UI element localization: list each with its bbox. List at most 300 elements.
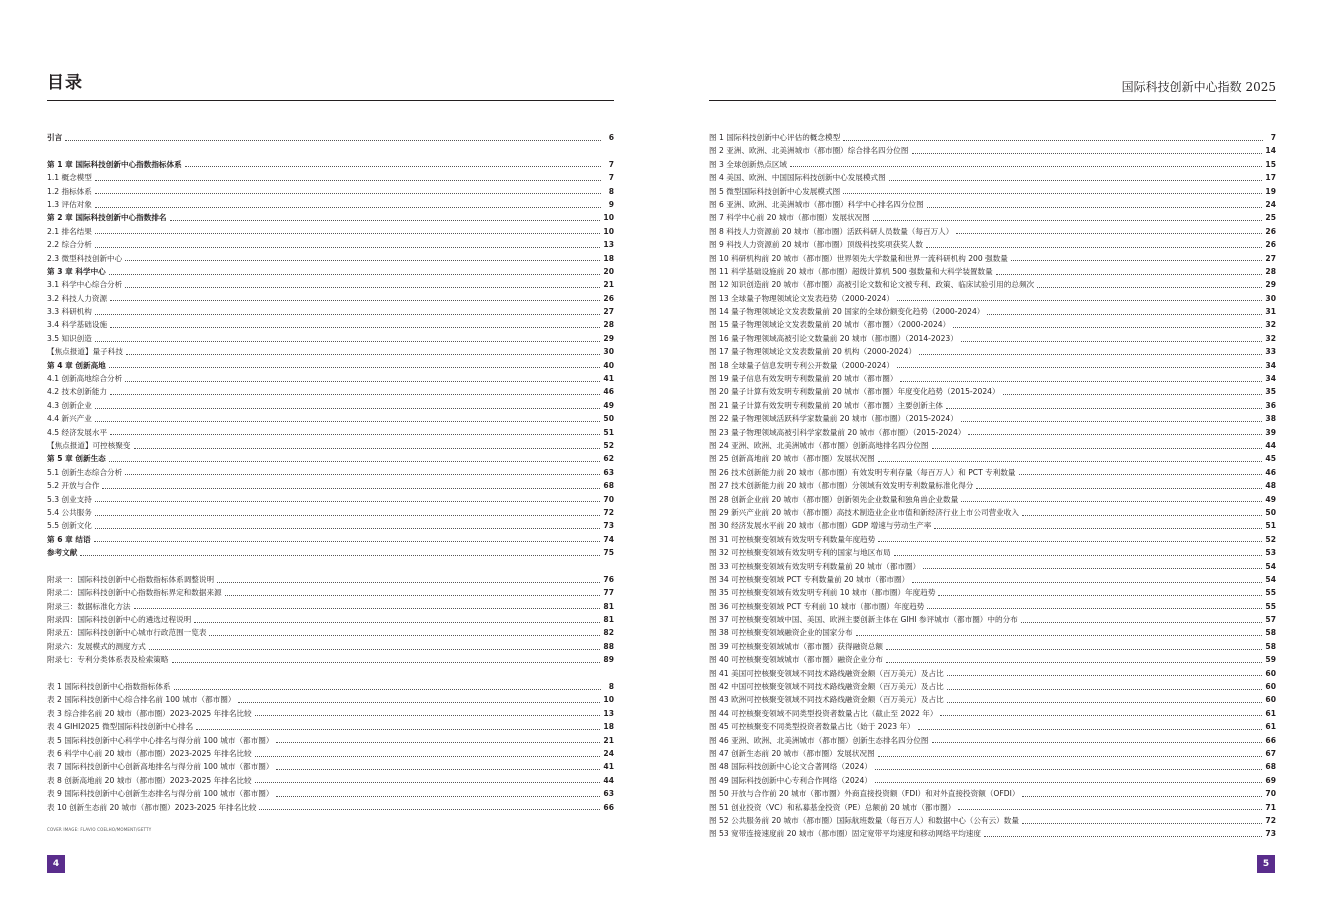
toc-entry[interactable]: [47, 774, 614, 787]
toc-entry[interactable]: [47, 305, 614, 318]
entry-page-number: 49: [603, 400, 614, 410]
entry-page-number: 52: [603, 440, 614, 450]
entry-label: 1.3 评估对象: [47, 199, 92, 209]
toc-entry[interactable]: [47, 171, 614, 184]
figure-entry[interactable]: [709, 439, 1276, 452]
figure-entry[interactable]: [709, 131, 1276, 144]
entry-label: 图 17 量子物理领域论文发表数量前 20 机构（2000-2024）: [709, 347, 917, 357]
dot-leader: [109, 273, 601, 275]
dot-leader: [961, 420, 1263, 422]
dot-leader: [856, 634, 1263, 636]
dot-leader: [938, 594, 1262, 596]
dot-leader: [276, 768, 600, 770]
entry-label: 图 15 量子物理领域论文发表数量前 20 城市（都市圈）（2000-2024）: [709, 320, 951, 330]
entry-page-number: 19: [1265, 186, 1276, 196]
dot-leader: [194, 621, 600, 623]
toc-entry[interactable]: [47, 385, 614, 398]
figure-entry[interactable]: [709, 747, 1276, 760]
figure-entry[interactable]: [709, 292, 1276, 305]
entry-label: 图 11 科学基础设施前 20 城市（都市圈）超级计算机 500 强数量和大科学装置数量: [709, 266, 993, 276]
dot-leader: [886, 648, 1262, 650]
figure-entry[interactable]: [709, 760, 1276, 773]
figure-entry[interactable]: [709, 252, 1276, 265]
entry-label: 图 46 亚洲、欧洲、北美洲城市（都市圈）创新生态排名四分位图: [709, 735, 929, 745]
toc-entry[interactable]: [47, 318, 614, 331]
entry-page-number: 10: [603, 226, 614, 236]
toc-entry[interactable]: [47, 439, 614, 452]
toc-entry[interactable]: [47, 479, 614, 492]
entry-label: 表 5 国际科技创新中心科学中心排名与得分前 100 城市（都市圈）: [47, 735, 274, 745]
header-divider: [709, 100, 1276, 101]
entry-label: 图 20 量子计算有效发明专利数量前 20 城市（都市圈）年度变化趋势（2015-2024）: [709, 387, 1000, 397]
toc-entry[interactable]: [47, 345, 614, 358]
figure-entry[interactable]: [709, 265, 1276, 278]
dot-leader: [940, 714, 1262, 716]
entry-label: 5.2 开放与合作: [47, 481, 100, 491]
figure-entry[interactable]: [709, 667, 1276, 680]
figure-entry[interactable]: [709, 385, 1276, 398]
entry-page-number: 74: [603, 534, 614, 544]
dot-leader: [94, 540, 601, 542]
toc-entry[interactable]: [47, 292, 614, 305]
toc-entry[interactable]: [47, 720, 614, 733]
entry-page-number: 9: [608, 199, 614, 209]
entry-label: 表 6 科学中心前 20 城市（都市圈）2023-2025 年排名比较: [47, 748, 252, 758]
toc-entry[interactable]: [47, 252, 614, 265]
entry-label: 图 30 经济发展水平前 20 城市（都市圈）GDP 增速与劳动生产率: [709, 521, 932, 531]
entry-label: 图 7 科学中心前 20 城市（都市圈）发展状况图: [709, 213, 870, 223]
dot-leader: [843, 139, 1263, 141]
figure-entry[interactable]: [709, 426, 1276, 439]
entry-page-number: 41: [603, 374, 614, 384]
entry-label: 附录七：专利分类体系表及检索策略: [47, 655, 169, 665]
entry-label: 附录六：发展模式的测度方式: [47, 641, 146, 651]
dot-leader: [110, 299, 600, 301]
figure-entry[interactable]: [709, 600, 1276, 613]
section-spacer: [47, 144, 614, 157]
entry-page-number: 7: [608, 173, 614, 183]
document-title: 国际科技创新中心指数 2025: [1121, 80, 1276, 94]
entry-page-number: 13: [603, 240, 614, 250]
entry-page-number: 32: [1265, 333, 1276, 343]
entry-label: 图 45 可控核聚变不同类型投资者数量占比（始于 2023 年）: [709, 722, 915, 732]
entry-page-number: 46: [1265, 467, 1276, 477]
toc-entry[interactable]: [47, 359, 614, 372]
figure-entry[interactable]: [709, 707, 1276, 720]
toc-entry[interactable]: [47, 238, 614, 251]
figure-entry[interactable]: [709, 533, 1276, 546]
dot-leader: [1011, 259, 1263, 261]
figure-entry[interactable]: [709, 185, 1276, 198]
entry-label: 图 19 量子信息有效发明专利数量前 20 城市（都市圈）: [709, 374, 898, 384]
entry-page-number: 40: [603, 360, 614, 370]
entry-page-number: 35: [1265, 387, 1276, 397]
dot-leader: [878, 540, 1262, 542]
entry-label: 1.2 指标体系: [47, 186, 92, 196]
dot-leader: [209, 634, 600, 636]
entry-label: 4.4 新兴产业: [47, 414, 92, 424]
toc-entry[interactable]: [47, 787, 614, 800]
dot-leader: [149, 648, 601, 650]
figure-entry[interactable]: [709, 814, 1276, 827]
entry-page-number: 15: [1265, 159, 1276, 169]
figure-entry[interactable]: [709, 827, 1276, 840]
dot-leader: [80, 554, 600, 556]
left-page: [0, 0, 661, 898]
entry-label: 图 1 国际科技创新中心评估的概念模型: [709, 133, 841, 142]
cover-image-credit: COVER IMAGE: FLAVIO COELHO/MOMENT/GETTY: [47, 827, 152, 832]
dot-leader: [996, 273, 1263, 275]
dot-leader: [961, 340, 1263, 342]
dot-leader: [1022, 514, 1262, 516]
entry-page-number: 29: [1265, 280, 1276, 290]
entry-page-number: 33: [1265, 347, 1276, 357]
entry-label: 图 49 国际科技创新中心专利合作网络（2024）: [709, 775, 872, 785]
dot-leader: [1022, 795, 1262, 797]
figure-entry[interactable]: [709, 680, 1276, 693]
dot-leader: [976, 487, 1262, 489]
entry-label: 图 37 可控核聚变领域中国、美国、欧洲主要创新主体在 GIHI 参评城市（都市圈）中的分布: [709, 615, 1018, 625]
dot-leader: [95, 179, 601, 181]
toc-entry[interactable]: [47, 211, 614, 224]
entry-page-number: 31: [1265, 307, 1276, 317]
figure-entry[interactable]: [709, 345, 1276, 358]
entry-page-number: 77: [603, 588, 614, 598]
figure-entry[interactable]: [709, 372, 1276, 385]
toc-entry[interactable]: [47, 399, 614, 412]
dot-leader: [196, 728, 600, 730]
entry-page-number: 62: [603, 454, 614, 464]
entry-page-number: 10: [603, 213, 614, 223]
entry-page-number: 29: [603, 333, 614, 343]
entry-label: 附录五：国际科技创新中心城市行政范围一览表: [47, 628, 207, 638]
entry-page-number: 28: [1265, 266, 1276, 276]
dot-leader: [926, 246, 1262, 248]
entry-page-number: 17: [1265, 173, 1276, 183]
toc-entry[interactable]: [47, 225, 614, 238]
figure-entry[interactable]: [709, 452, 1276, 465]
entry-label: 第 4 章 创新高地: [47, 360, 106, 370]
entry-label: 4.2 技术创新能力: [47, 387, 108, 397]
figure-entry[interactable]: [709, 305, 1276, 318]
figure-entry[interactable]: [709, 359, 1276, 372]
entry-label: 第 5 章 创新生态: [47, 454, 106, 464]
entry-page-number: 50: [1265, 507, 1276, 517]
toc-entry[interactable]: [47, 573, 614, 586]
figure-entry[interactable]: [709, 238, 1276, 251]
entry-page-number: 44: [603, 775, 614, 785]
figure-entry[interactable]: [709, 332, 1276, 345]
dot-leader: [174, 688, 601, 690]
page-number: 4: [47, 855, 65, 873]
figure-entry[interactable]: [709, 613, 1276, 626]
toc-entry[interactable]: [47, 533, 614, 546]
entry-page-number: 28: [603, 320, 614, 330]
entry-page-number: 59: [1265, 655, 1276, 665]
figure-entry[interactable]: [709, 774, 1276, 787]
entry-page-number: 30: [1265, 293, 1276, 303]
dot-leader: [134, 607, 601, 609]
toc-entry[interactable]: [47, 198, 614, 211]
dot-leader: [109, 460, 601, 462]
entry-page-number: 66: [1265, 735, 1276, 745]
dot-leader: [897, 366, 1262, 368]
entry-page-number: 34: [1265, 360, 1276, 370]
dot-leader: [95, 407, 601, 409]
dot-leader: [255, 755, 601, 757]
entry-page-number: 27: [603, 307, 614, 317]
entry-label: 表 2 国际科技创新中心综合排名前 100 城市（都市圈）: [47, 695, 236, 705]
entry-label: 附录二：国际科技创新中心指数指标界定和数据来源: [47, 588, 222, 598]
dot-leader: [126, 353, 600, 355]
figure-entry[interactable]: [709, 506, 1276, 519]
entry-page-number: 58: [1265, 641, 1276, 651]
entry-page-number: 68: [1265, 762, 1276, 772]
entry-label: 表 8 创新高地前 20 城市（都市圈）2023-2025 年排名比较: [47, 775, 252, 785]
figure-entry[interactable]: [709, 640, 1276, 653]
toc-entry[interactable]: [47, 493, 614, 506]
dot-leader: [889, 179, 1263, 181]
figure-entry[interactable]: [709, 787, 1276, 800]
entry-page-number: 18: [603, 253, 614, 263]
entry-page-number: 51: [1265, 521, 1276, 531]
figure-entry[interactable]: [709, 493, 1276, 506]
entry-page-number: 27: [1265, 253, 1276, 263]
entry-label: 图 50 开放与合作前 20 城市（都市圈）外商直接投资额（FDI）和对外直接投资额（OFDI）: [709, 789, 1020, 799]
dot-leader: [95, 340, 601, 342]
dot-leader: [873, 219, 1263, 221]
figure-entry[interactable]: [709, 560, 1276, 573]
entry-label: 图 32 可控核聚变领域有效发明专利的国家与地区布局: [709, 548, 891, 558]
figure-entry[interactable]: [709, 693, 1276, 706]
dot-leader: [225, 594, 601, 596]
dot-leader: [927, 607, 1262, 609]
entry-page-number: 18: [603, 722, 614, 732]
toc-entry[interactable]: [47, 466, 614, 479]
entry-label: 表 7 国际科技创新中心创新高地排名与得分前 100 城市（都市圈）: [47, 762, 274, 772]
entry-page-number: 13: [603, 708, 614, 718]
entry-label: 图 4 美国、欧洲、中国国际科技创新中心发展模式图: [709, 173, 886, 183]
entry-label: 5.3 创业支持: [47, 494, 92, 504]
entry-page-number: 26: [1265, 240, 1276, 250]
figure-entry[interactable]: [709, 466, 1276, 479]
figure-entry[interactable]: [709, 479, 1276, 492]
dot-leader: [790, 165, 1262, 167]
entry-page-number: 46: [603, 387, 614, 397]
entry-label: 图 51 创业投资（VC）和私募基金投资（PE）总额前 20 城市（都市圈）: [709, 802, 956, 812]
toc-entry[interactable]: [47, 760, 614, 773]
entry-label: 图 26 技术创新能力前 20 城市（都市圈）有效发明专利存量（每百万人）和 PCT 专利数量: [709, 467, 1016, 477]
entry-label: 图 48 国际科技创新中心论文合著网络（2024）: [709, 762, 872, 772]
toc-entry[interactable]: [47, 613, 614, 626]
dot-leader: [259, 808, 600, 810]
entry-page-number: 51: [603, 427, 614, 437]
entry-label: 1.1 概念模型: [47, 173, 92, 183]
toc-entry[interactable]: [47, 680, 614, 693]
entry-label: 图 31 可控核聚变领域有效发明专利数量年度趋势: [709, 534, 876, 544]
entry-label: 图 23 量子物理领域高被引科学家数量前 20 城市（都市圈）（2015-2024）: [709, 427, 966, 437]
entry-page-number: 70: [1265, 789, 1276, 799]
table-of-contents: [47, 131, 614, 814]
dot-leader: [125, 286, 600, 288]
entry-label: 图 6 亚洲、欧洲、北美洲城市（都市圈）科学中心排名四分位图: [709, 199, 924, 209]
dot-leader: [875, 781, 1263, 783]
entry-label: 图 44 可控核聚变领域不同类型投资者数量占比（截止至 2022 年）: [709, 708, 938, 718]
toc-entry[interactable]: [47, 426, 614, 439]
dot-leader: [276, 741, 600, 743]
figure-entry[interactable]: [709, 573, 1276, 586]
entry-label: 图 13 全球量子物理领域论文发表趋势（2000-2024）: [709, 293, 894, 303]
dot-leader: [172, 661, 601, 663]
toc-entry[interactable]: [47, 653, 614, 666]
toc-entry[interactable]: [47, 332, 614, 345]
entry-label: 表 1 国际科技创新中心指数指标体系: [47, 682, 171, 692]
toc-entry[interactable]: [47, 158, 614, 171]
toc-entry[interactable]: [47, 278, 614, 291]
dot-leader: [110, 326, 600, 328]
entry-page-number: 21: [603, 280, 614, 290]
figure-entry[interactable]: [709, 801, 1276, 814]
dot-leader: [185, 165, 601, 167]
toc-entry[interactable]: [47, 546, 614, 559]
entry-label: 附录一：国际科技创新中心指数指标体系调整说明: [47, 574, 215, 584]
entry-page-number: 60: [1265, 695, 1276, 705]
entry-label: 图 8 科技人力资源前 20 城市（都市圈）活跃科研人员数量（每百万人）: [709, 226, 954, 236]
toc-entry[interactable]: [47, 519, 614, 532]
entry-label: 图 27 技术创新能力前 20 城市（都市圈）分领域有效发明专利数量标准化得分: [709, 481, 974, 491]
entry-label: 表 4 GIHI2025 微型国际科技创新中心排名: [47, 722, 194, 732]
entry-label: 图 43 欧洲可控核聚变领域不同技术路线融资金额（百万美元）及占比: [709, 695, 944, 705]
toc-entry[interactable]: [47, 131, 614, 144]
entry-page-number: 52: [1265, 534, 1276, 544]
dot-leader: [110, 393, 600, 395]
dot-leader: [255, 781, 601, 783]
toc-entry[interactable]: [47, 801, 614, 814]
dot-leader: [946, 407, 1262, 409]
figure-entry[interactable]: [709, 158, 1276, 171]
entry-label: 图 29 新兴产业前 20 城市（都市圈）高技术制造业企业市值和新经济行业上市公司营业收入: [709, 507, 1019, 517]
toc-entry[interactable]: [47, 734, 614, 747]
entry-label: 附录三：数据标准化方法: [47, 601, 131, 611]
entry-label: 图 21 量子计算有效发明专利数量前 20 城市（都市圈）主要创新主体: [709, 400, 944, 410]
entry-page-number: 61: [1265, 722, 1276, 732]
dot-leader: [912, 152, 1263, 154]
entry-label: 图 25 创新高地前 20 城市（都市圈）发展状况图: [709, 454, 875, 464]
toc-entry[interactable]: [47, 372, 614, 385]
entry-page-number: 63: [603, 467, 614, 477]
entry-page-number: 81: [603, 615, 614, 625]
dot-leader: [953, 326, 1262, 328]
figure-entry[interactable]: [709, 653, 1276, 666]
figure-entry[interactable]: [709, 546, 1276, 559]
dot-leader: [95, 527, 601, 529]
toc-entry[interactable]: [47, 707, 614, 720]
dot-leader: [961, 500, 1262, 502]
entry-label: 3.4 科学基础设施: [47, 320, 108, 330]
entry-page-number: 89: [603, 655, 614, 665]
dot-leader: [947, 701, 1263, 703]
figure-entry[interactable]: [709, 278, 1276, 291]
toc-entry[interactable]: [47, 412, 614, 425]
entry-label: 附录四：国际科技创新中心的遴选过程说明: [47, 615, 192, 625]
entry-page-number: 58: [1265, 628, 1276, 638]
entry-page-number: 54: [1265, 561, 1276, 571]
figure-entry[interactable]: [709, 626, 1276, 639]
entry-label: 图 28 创新企业前 20 城市（都市圈）创新领先企业数量和独角兽企业数量: [709, 494, 959, 504]
right-page: [661, 0, 1323, 898]
entry-page-number: 14: [1265, 146, 1276, 156]
entry-label: 5.1 创新生态综合分析: [47, 467, 123, 477]
figure-entry[interactable]: [709, 412, 1276, 425]
toc-entry[interactable]: [47, 640, 614, 653]
entry-page-number: 6: [608, 133, 614, 142]
dot-leader: [125, 259, 600, 261]
figure-entry[interactable]: [709, 171, 1276, 184]
dot-leader: [947, 688, 1263, 690]
figure-entry[interactable]: [709, 586, 1276, 599]
entry-page-number: 72: [603, 507, 614, 517]
figure-entry[interactable]: [709, 211, 1276, 224]
figure-entry[interactable]: [709, 198, 1276, 211]
dot-leader: [912, 581, 1262, 583]
dot-leader: [95, 246, 601, 248]
toc-entry[interactable]: [47, 452, 614, 465]
entry-page-number: 39: [1265, 427, 1276, 437]
toc-entry[interactable]: [47, 586, 614, 599]
entry-label: 图 34 可控核聚变领域 PCT 专利数量前 20 城市（都市圈）: [709, 574, 910, 584]
figure-entry[interactable]: [709, 144, 1276, 157]
entry-label: 图 12 知识创造前 20 城市（都市圈）高被引论文数和论文被专利、政策、临床试验引用的总频次: [709, 280, 1035, 290]
figure-entry[interactable]: [709, 519, 1276, 532]
toc-entry[interactable]: [47, 506, 614, 519]
dot-leader: [95, 206, 601, 208]
dot-leader: [927, 206, 1263, 208]
toc-entry[interactable]: [47, 626, 614, 639]
figure-entry[interactable]: [709, 399, 1276, 412]
toc-entry[interactable]: [47, 600, 614, 613]
toc-title: 目录: [47, 73, 83, 93]
dot-leader: [95, 232, 601, 234]
dot-leader: [897, 299, 1262, 301]
entry-label: 2.3 微型科技创新中心: [47, 253, 123, 263]
entry-label: 图 41 美国可控核聚变领域不同技术路线融资金额（百万美元）及占比: [709, 668, 944, 678]
entry-page-number: 10: [603, 695, 614, 705]
dot-leader: [125, 473, 600, 475]
entry-page-number: 45: [1265, 454, 1276, 464]
toc-entry[interactable]: [47, 265, 614, 278]
entry-label: 图 36 可控核聚变领域 PCT 专利前 10 城市（都市圈）年度趋势: [709, 601, 925, 611]
entry-page-number: 60: [1265, 668, 1276, 678]
entry-page-number: 55: [1265, 601, 1276, 611]
dot-leader: [878, 755, 1263, 757]
toc-entry[interactable]: [47, 693, 614, 706]
figure-entry[interactable]: [709, 734, 1276, 747]
entry-label: 图 33 可控核聚变领域有效发明专利数量前 20 城市（都市圈）: [709, 561, 921, 571]
figure-entry[interactable]: [709, 720, 1276, 733]
entry-label: 3.1 科学中心综合分析: [47, 280, 123, 290]
figure-entry[interactable]: [709, 225, 1276, 238]
dot-leader: [934, 527, 1262, 529]
dot-leader: [95, 313, 601, 315]
entry-label: 2.1 排名结果: [47, 226, 92, 236]
figure-entry[interactable]: [709, 318, 1276, 331]
entry-label: 第 1 章 国际科技创新中心指数指标体系: [47, 159, 182, 169]
entry-page-number: 73: [1265, 829, 1276, 839]
entry-label: 图 53 宽带连接速度前 20 城市（都市圈）固定宽带平均速度和移动网络平均速度: [709, 829, 981, 839]
toc-entry[interactable]: [47, 747, 614, 760]
entry-page-number: 70: [603, 494, 614, 504]
toc-entry[interactable]: [47, 185, 614, 198]
